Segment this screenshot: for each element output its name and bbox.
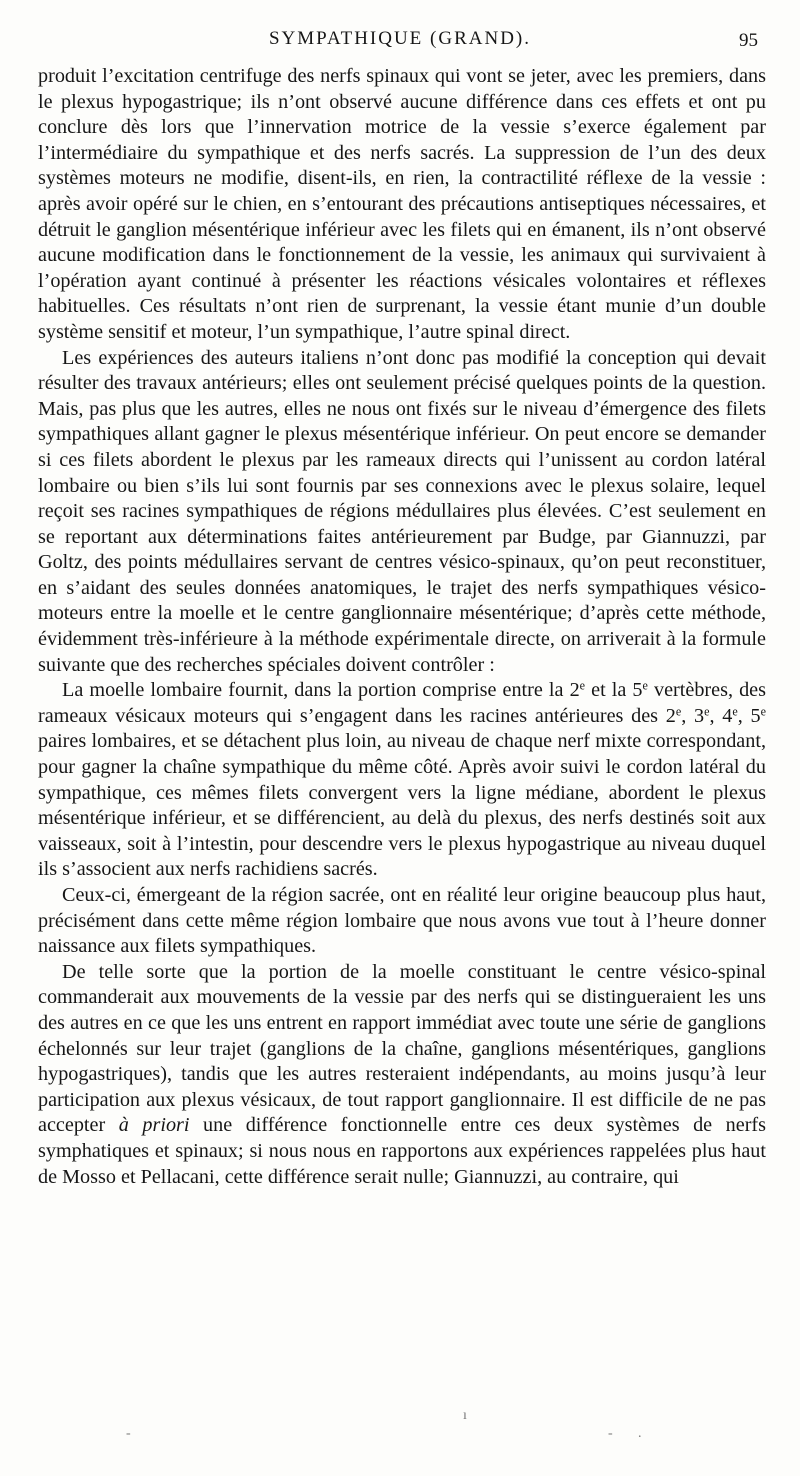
paragraph — [38, 64, 766, 346]
text-run: , 4 — [709, 704, 733, 727]
paragraph — [38, 960, 766, 1190]
ordinal-superscript: e — [642, 678, 648, 693]
scan-speck: - — [608, 1426, 613, 1441]
page-number: 95 — [739, 30, 758, 51]
paragraph — [38, 678, 766, 883]
italic-phrase: à priori — [118, 1114, 190, 1137]
ordinal-superscript: e — [675, 704, 682, 719]
text-run: , 3 — [681, 704, 705, 727]
ordinal-superscript: e — [704, 704, 710, 719]
scan-speck: . — [638, 1426, 642, 1441]
text-run: Les expériences des auteurs italiens n’ont donc pas modifié la conception qui devait résulter des travaux antérieurs; elles ont seulement précisé quelques points de la question. Mais, pas plus que les autres, elles ne nous ont fixés sur le niveau d’émergence des filets sympathiques allant gagner le plexus mésentérique inférieur. On peut encore se demander si ces filets abordent le plexus par les rameaux directs qui l’unissent au cordon latéral lombaire ou bien s’ils lui sont fournis par ses connexions avec le plexus solaire, lequel reçoit ses racines sympathiques de régions médullaires plus élevées. C’est seulement en se reportant aux déterminations faites antérieurement par Budge, par Giannuzzi, par Goltz, des points médullaires servant de centres vésico-spinaux, qu’on peut reconstituer, en s’aidant des seules données anatomiques, le trajet des nerfs sympathiques vésico-moteurs entre la moelle et le centre ganglionnaire mésentérique; d’après cette méthode, évidemment très-inférieure à la méthode expérimentale directe, on arriverait à la formule suivante que des recherches spéciales doivent contrôler : — [38, 346, 766, 676]
scan-marks — [0, 1400, 800, 1450]
paragraph — [38, 346, 766, 679]
text-run: paires lombaires, et se détachent plus loin, au niveau de chaque nerf mixte correspondant, pour gagner la chaîne sympathique du même côté. Après avoir suivi le cordon latéral du sympathique, ces mêmes filets convergent vers la ligne médiane, abordent le plexus mésentérique inférieur, et se différencient, au delà du plexus, des nerfs destinés soit aux vaisseaux, soit à l’intestin, pour descendre vers le plexus hypogastrique au niveau duquel ils s’associent aux nerfs rachidiens sacrés. — [38, 730, 766, 881]
paragraph — [38, 883, 766, 960]
text-run: Ceux-ci, émergeant de la région sacrée, ont en réalité leur origine beaucoup plus haut, précisément dans cette même région lombaire que nous avons vue tout à l’heure donner naissance aux filets sympathiques. — [38, 884, 766, 958]
scan-speck: - — [126, 1426, 131, 1441]
running-head: SYMPATHIQUE (GRAND). — [268, 28, 532, 49]
page-header — [38, 28, 762, 56]
text-run: La moelle lombaire fournit, dans la portion comprise entre la 2 — [62, 679, 580, 702]
ordinal-superscript: e — [760, 704, 766, 719]
ordinal-superscript: e — [579, 678, 586, 693]
text-run: , 5 — [737, 704, 761, 727]
body-text — [38, 64, 766, 1190]
text-run: et la 5 — [585, 679, 643, 702]
text-run: De telle sorte que la portion de la moelle constituant le centre vésico-spinal commanderait aux mouvements de la vessie par des nerfs qui se distingueraient les uns des autres en ce que les uns entrent en rapport immédiat avec toute une série de ganglions échelonnés sur leur trajet (ganglions de la chaîne, ganglions mésentériques, ganglions hypogastriques), tandis que les autres resteraient indépendants, au moins jusqu’à leur participation aux plexus vésicaux, de tout rapport ganglionnaire. Il est difficile de ne pas accepter — [38, 960, 766, 1137]
text-run: vertèbres, des rameaux vésicaux moteurs qui s’engagent dans les racines antérieures des 2 — [38, 679, 767, 727]
ordinal-superscript: e — [732, 704, 738, 719]
scan-speck: ı — [463, 1408, 467, 1423]
text-run: produit l’excitation centrifuge des nerfs spinaux qui vont se jeter, avec les premiers, dans le plexus hypogastrique; ils n’ont observé aucune différence dans ces effets et ont pu conclure dès lors que l’innervation motrice de la vessie s’exerce également par l’intermédiaire du sympathique et des nerfs sacrés. La suppression de l’un des deux systèmes moteurs ne modifie, disent-ils, en rien, la contractilité réflexe de la vessie : après avoir opéré sur le chien, en s’entourant des précautions antiseptiques nécessaires, et détruit le ganglion mésentérique inférieur avec les filets qui en émanent, ils n’ont observé aucune modification dans le fonctionnement de la vessie, les animaux qui survivaient à l’opération ayant continué à présenter les réactions vésicales volontaires et réflexes habituelles. Ces résultats n’ont rien de surprenant, la vessie étant munie d’un double système sensitif et moteur, l’un sympathique, l’autre spinal direct. — [38, 65, 766, 343]
text-run: une différence fonctionnelle entre ces deux systèmes de nerfs symphatiques et spinaux; si nous nous en rapportons aux expériences rappelées plus haut de Mosso et Pellacani, cette différence serait nulle; Giannuzzi, au contraire, qui — [38, 1114, 767, 1188]
